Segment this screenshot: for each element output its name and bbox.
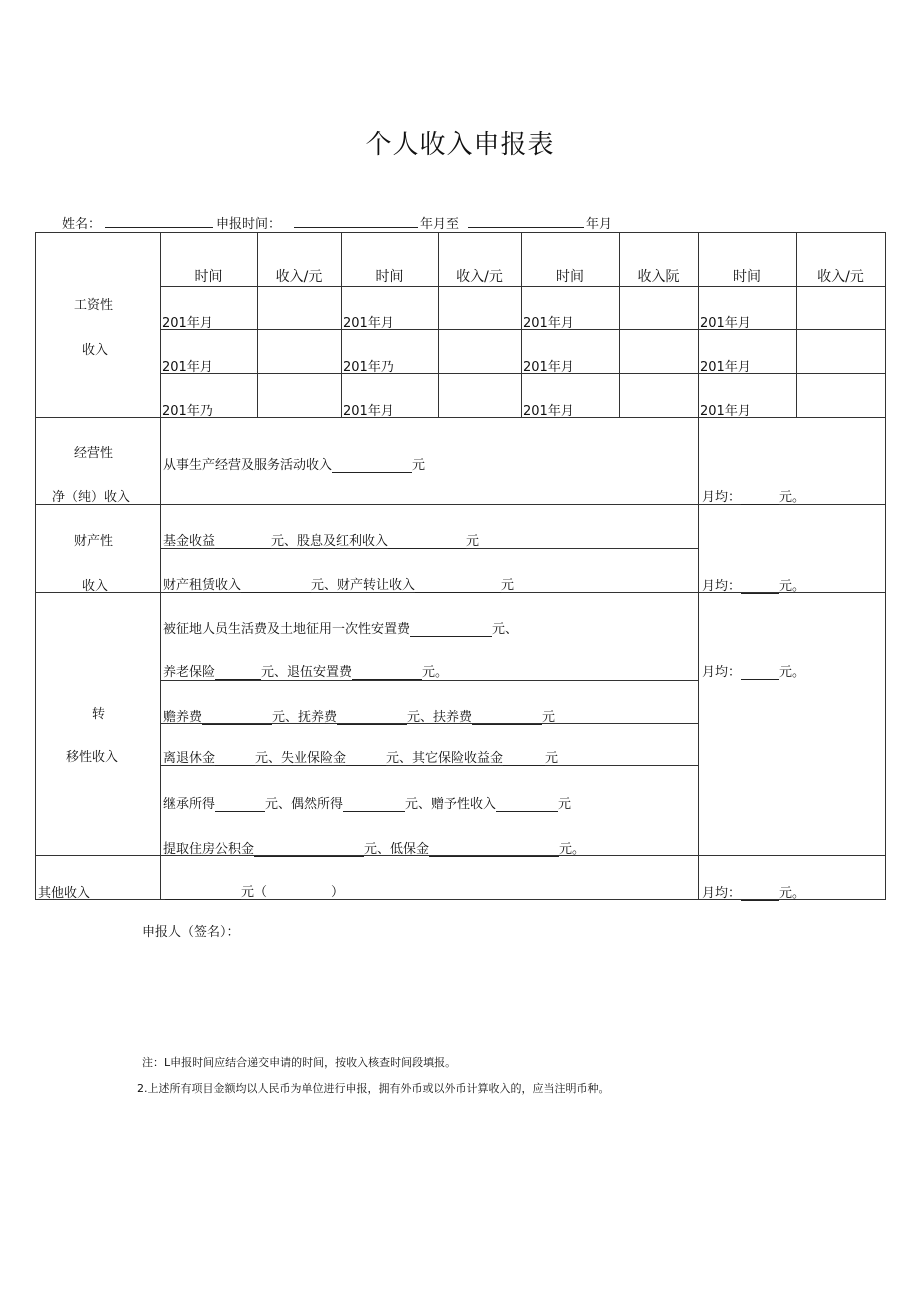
business-monthly-field[interactable] bbox=[741, 491, 779, 505]
wage-time-r2c4[interactable]: 201年月 bbox=[700, 360, 751, 375]
business-income-line bbox=[163, 454, 425, 473]
transfer-line6: 提取住房公积金 元、低保金 元。 bbox=[163, 842, 586, 857]
wage-time-r3c1[interactable]: 201年乃 bbox=[162, 404, 213, 419]
wage-time-r1c4[interactable]: 201年月 bbox=[700, 316, 751, 331]
wage-time-r2c1[interactable]: 201年月 bbox=[162, 360, 213, 375]
wage-time-r1c2[interactable]: 201年月 bbox=[343, 316, 394, 331]
family-support-field[interactable] bbox=[472, 711, 542, 725]
wage-col-income-4: 收入/元 bbox=[817, 269, 864, 285]
unemployment-field[interactable] bbox=[346, 752, 386, 766]
business-label-line2: 净（纯）收入 bbox=[52, 490, 131, 505]
fund-income-field[interactable] bbox=[215, 535, 271, 549]
low-income-subsidy-field[interactable] bbox=[429, 843, 559, 857]
report-end-field[interactable] bbox=[468, 213, 584, 228]
wage-col-time-4: 时间 bbox=[733, 269, 761, 285]
property-label-line2: 收入 bbox=[82, 579, 109, 594]
transfer-line5: 继承所得 元、偶然所得 元、赠予性收入 元 bbox=[163, 797, 572, 812]
wage-col-time-2: 时间 bbox=[375, 269, 404, 285]
transfer-monthly: 月均： 元。 bbox=[702, 665, 806, 680]
other-insurance-field[interactable] bbox=[503, 752, 545, 766]
wage-time-r3c3[interactable]: 201年月 bbox=[523, 404, 574, 419]
transfer-line2: 养老保险 元、退伍安置费 元。 bbox=[163, 665, 449, 680]
housing-fund-field[interactable] bbox=[254, 843, 364, 857]
property-monthly-field[interactable] bbox=[741, 580, 779, 594]
note-2: 2.上述所有项目金额均以人民币为单位进行申报，拥有外币或以外币计算收入的，应当注明币种。 bbox=[137, 1082, 610, 1095]
business-unit: 元 bbox=[412, 458, 426, 473]
veteran-settlement-field[interactable] bbox=[352, 666, 422, 680]
land-compensation-field[interactable] bbox=[410, 623, 492, 637]
wage-col-income-2: 收入/元 bbox=[456, 269, 503, 285]
pension-insurance-field[interactable] bbox=[215, 666, 261, 680]
wage-time-r2c3[interactable]: 201年月 bbox=[523, 360, 574, 375]
wage-col-income-1: 收入/元 bbox=[275, 269, 323, 285]
dividend-field[interactable] bbox=[388, 535, 466, 549]
business-income-text: 从事生产经营及服务活动收入 bbox=[163, 458, 333, 473]
wage-col-time-3: 时间 bbox=[556, 269, 584, 285]
transfer-line1: 被征地人员生活费及土地征用一次性安置费 元、 bbox=[163, 622, 519, 637]
property-transfer-field[interactable] bbox=[415, 579, 501, 593]
wage-label-line1: 工资性 bbox=[74, 298, 114, 313]
wage-col-income-3: 收入阮 bbox=[637, 269, 680, 285]
business-monthly: 月均： 元。 bbox=[702, 490, 806, 505]
transfer-label-line2: 移性收入 bbox=[66, 750, 119, 765]
inheritance-field[interactable] bbox=[215, 798, 265, 812]
wage-time-r3c4[interactable]: 201年月 bbox=[700, 404, 751, 419]
report-start-field[interactable] bbox=[294, 213, 418, 228]
wage-time-r2c2[interactable]: 201年乃 bbox=[343, 360, 394, 375]
child-support-field[interactable] bbox=[337, 711, 407, 725]
wage-time-r1c3[interactable]: 201年月 bbox=[523, 316, 574, 331]
transfer-label-line1: 转 bbox=[92, 707, 106, 722]
property-line1: 基金收益 元、股息及红利收入 元 bbox=[163, 534, 480, 549]
year-month-label: 年月 bbox=[586, 217, 613, 232]
retirement-pay-field[interactable] bbox=[215, 752, 255, 766]
wage-time-r3c2[interactable]: 201年月 bbox=[343, 404, 394, 419]
name-field[interactable] bbox=[105, 213, 213, 228]
other-income-label: 其他收入 bbox=[38, 886, 91, 901]
business-label-line1: 经营性 bbox=[74, 446, 114, 461]
transfer-line4: 离退休金 元、失业保险金 元、其它保险收益金 元 bbox=[163, 751, 559, 766]
year-month-to-label: 年月至 bbox=[420, 217, 460, 232]
other-monthly-field[interactable] bbox=[741, 887, 779, 901]
transfer-monthly-field[interactable] bbox=[741, 666, 779, 680]
windfall-field[interactable] bbox=[343, 798, 405, 812]
business-income-field[interactable] bbox=[332, 459, 412, 473]
rent-field[interactable] bbox=[241, 579, 311, 593]
wage-time-r1c1[interactable]: 201年月 bbox=[162, 316, 213, 331]
wage-label-line2: 收入 bbox=[82, 343, 109, 358]
property-monthly: 月均： 元。 bbox=[702, 579, 806, 594]
transfer-line3: 赡养费 元、抚养费 元、扶养费 元 bbox=[163, 710, 556, 725]
wage-col-time-1: 时间 bbox=[194, 269, 223, 285]
signature-label: 申报人（签名）： bbox=[142, 925, 240, 940]
other-income-line: 元（ ） bbox=[165, 881, 344, 900]
property-line2: 财产租赁收入 元、财产转让收入 元 bbox=[163, 578, 515, 593]
page-title: 个人收入申报表 bbox=[365, 130, 555, 160]
name-label: 姓名： bbox=[62, 217, 102, 232]
note-1: 注：L申报时间应结合递交申请的时间，按收入核查时间段填报。 bbox=[142, 1056, 457, 1069]
other-monthly: 月均： 元。 bbox=[702, 886, 806, 901]
report-time-label: 申报时间： bbox=[216, 217, 282, 232]
other-income-field[interactable] bbox=[165, 886, 241, 900]
gift-income-field[interactable] bbox=[496, 798, 558, 812]
elder-support-field[interactable] bbox=[202, 711, 272, 725]
property-label-line1: 财产性 bbox=[74, 534, 114, 549]
